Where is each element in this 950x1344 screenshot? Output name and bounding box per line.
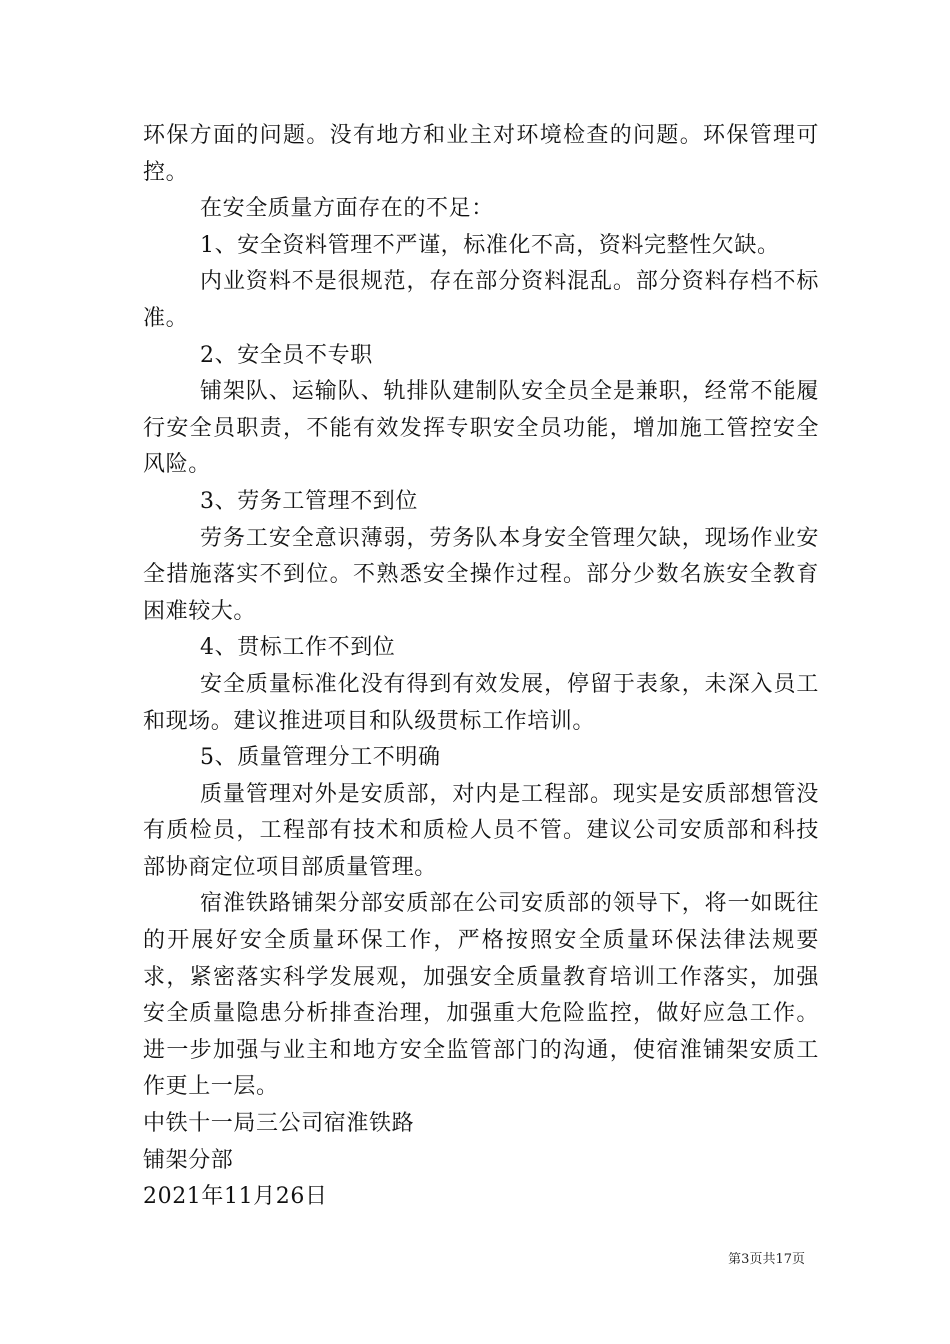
item-heading-1: 1、安全资料管理不严谨，标准化不高，资料完整性欠缺。: [200, 232, 780, 258]
signature-date: 2021年11月26日: [143, 1184, 328, 1210]
page-number-footer: 第3页共17页: [728, 1252, 805, 1267]
item-heading-4: 4、贯标工作不到位: [200, 635, 396, 661]
item-body-2: 铺架队、运输队、轨排队建制队安全员全是兼职，经常不能履行安全员职责，不能有效发挥专职安全员功能，增加施工管控安全风险。: [143, 379, 819, 478]
item-heading-2: 2、安全员不专职: [200, 342, 373, 368]
item-body-1: 内业资料不是很规范，存在部分资料混乱。部分资料存档不标准。: [143, 269, 819, 331]
signature-org-line2: 铺架分部: [143, 1147, 234, 1173]
document-body: [143, 118, 819, 1216]
item-body-4: 安全质量标准化没有得到有效发展，停留于表象，未深入员工和现场。建议推进项目和队级贯标工作培训。: [143, 671, 819, 734]
paragraph-continuation: 环保方面的问题。没有地方和业主对环境检查的问题。环保管理可控。: [143, 123, 819, 185]
section-heading-shortcomings: 在安全质量方面存在的不足：: [200, 196, 494, 222]
item-heading-5: 5、质量管理分工不明确: [200, 745, 441, 771]
item-heading-3: 3、劳务工管理不到位: [200, 488, 418, 514]
closing-paragraph: 宿淮铁路铺架分部安质部在公司安质部的领导下，将一如既往的开展好安全质量环保工作，严格按照安全质量环保法律法规要求，紧密落实科学发展观，加强安全质量教育培训工作落实，加强安全质量隐患分析排查治理，加强重大危险监控，做好应急工作。进一步加强与业主和地方安全监管部门的沟通，使宿淮铺架安质工作更上一层。: [143, 891, 819, 1100]
item-body-5: 质量管理对外是安质部，对内是工程部。现实是安质部想管没有质检员，工程部有技术和质检人员不管。建议公司安质部和科技部协商定位项目部质量管理。: [143, 781, 819, 880]
signature-org-line1: 中铁十一局三公司宿淮铁路: [143, 1111, 415, 1137]
item-body-3: 劳务工安全意识薄弱，劳务队本身安全管理欠缺，现场作业安全措施落实不到位。不熟悉安全操作过程。部分少数名族安全教育困难较大。: [143, 525, 819, 624]
